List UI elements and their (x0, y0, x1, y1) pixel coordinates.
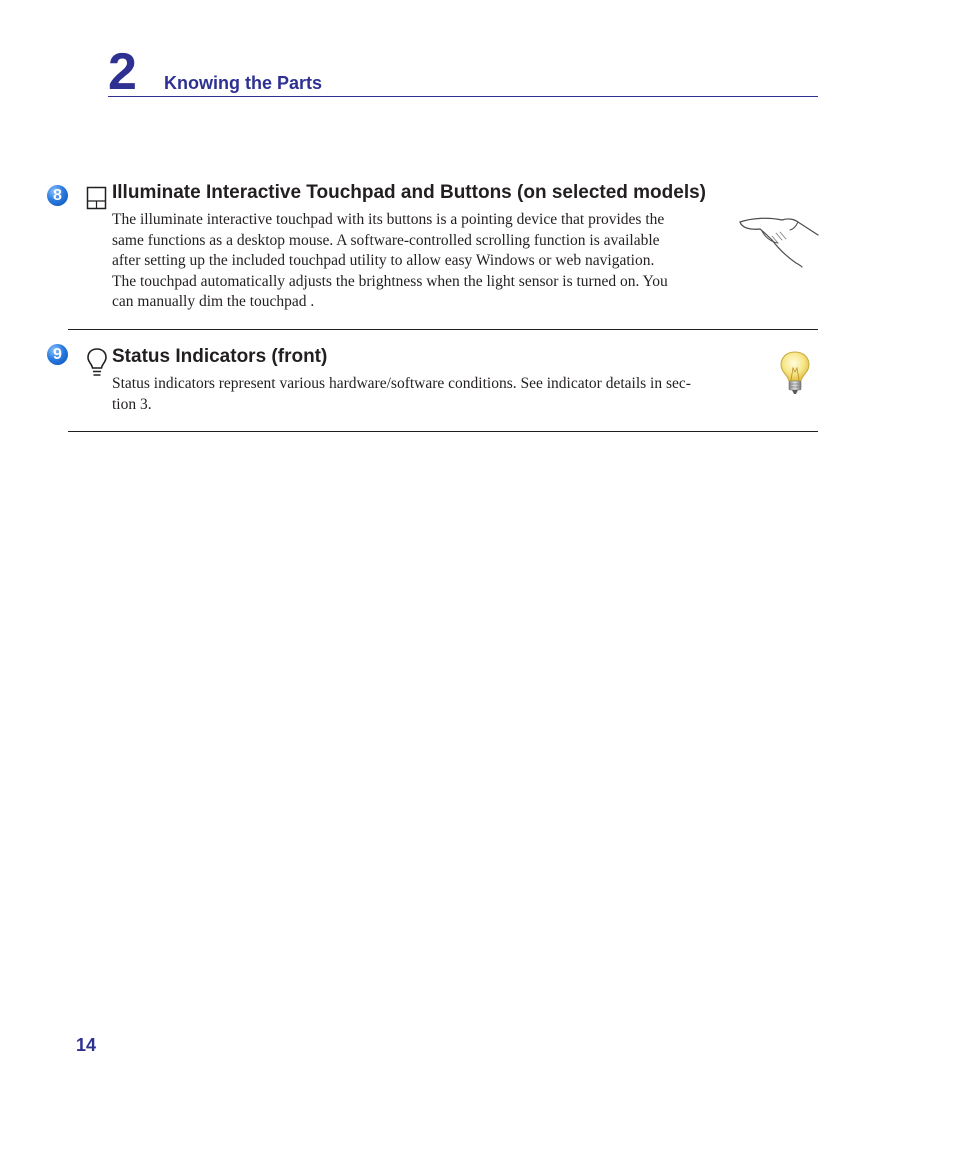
section-title: Illuminate Interactive Touchpad and Buttons (on selected models) (112, 182, 707, 203)
lightbulb-illustration (778, 350, 812, 396)
body-line: Status indicators represent various hardware/software conditions. See indicator details in sec- (112, 375, 691, 392)
touchpad-icon (86, 186, 108, 211)
header-divider (108, 96, 818, 97)
body-line: The touchpad automatically adjusts the brightness when the light sensor is turned on. You (112, 272, 668, 290)
section-body (112, 210, 732, 313)
finger-touch-illustration (738, 210, 820, 270)
status-light-icon (86, 347, 108, 379)
section-divider (68, 431, 818, 432)
section-body (112, 374, 762, 415)
section-number-badge: 8 (47, 185, 68, 206)
chapter-number: 2 (108, 43, 137, 101)
body-line: tion 3. (112, 395, 152, 413)
body-line: The illuminate interactive touchpad with its buttons is a pointing device that provides the (112, 211, 665, 228)
body-line: can manually dim the touchpad . (112, 293, 315, 311)
section-number-badge: 9 (47, 344, 68, 365)
body-line: after setting up the included touchpad utility to allow easy Windows or web navigation. (112, 252, 655, 270)
body-line: same functions as a desktop mouse. A software-controlled scrolling function is available (112, 231, 660, 249)
page-number: 14 (76, 1035, 97, 1055)
section-divider (68, 329, 818, 330)
chapter-title: Knowing the Parts (164, 73, 323, 93)
section-title: Status Indicators (front) (112, 346, 328, 367)
